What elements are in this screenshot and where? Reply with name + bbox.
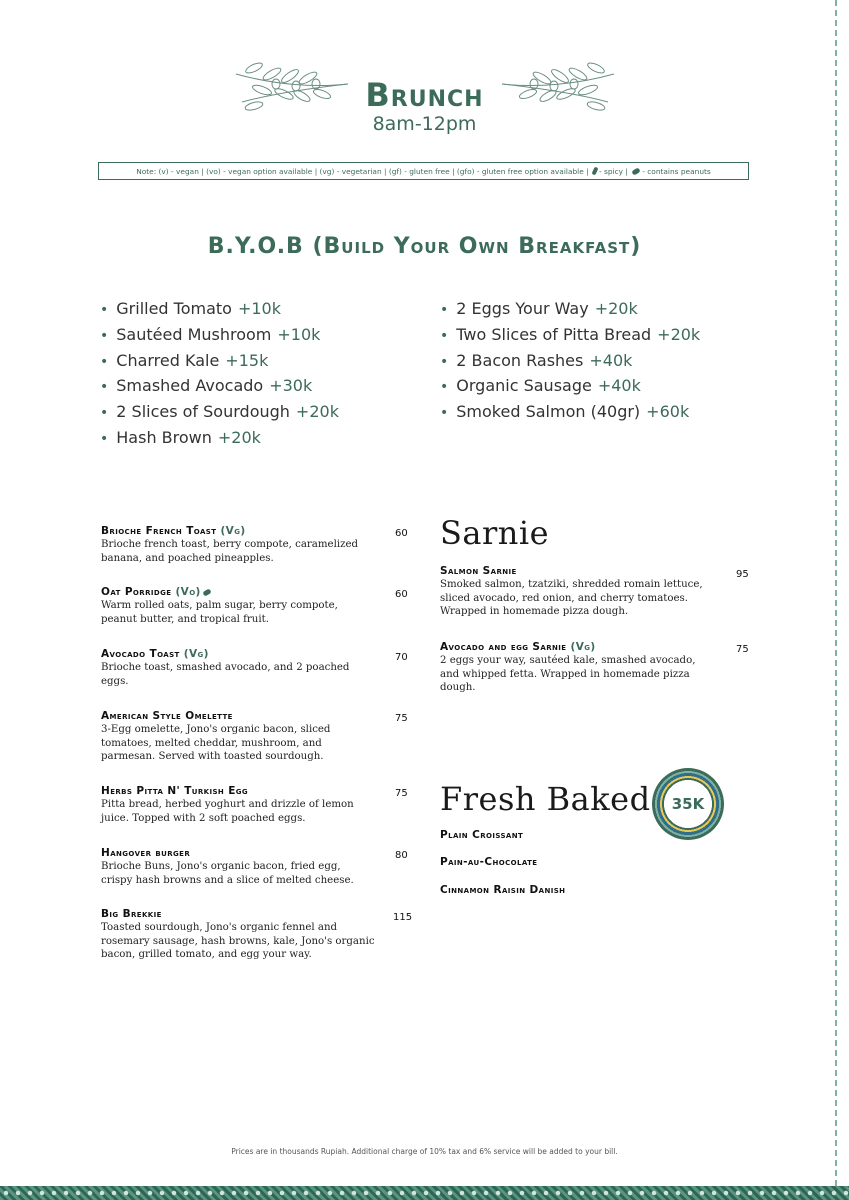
dashed-border <box>835 0 837 1200</box>
item-tag: (Vg) <box>183 648 209 660</box>
byob-item-price: +10k <box>237 299 281 318</box>
byob-item-price: +40k <box>597 376 641 396</box>
dietary-note <box>98 162 749 180</box>
bullet-icon: • <box>440 379 449 396</box>
item-desc-line: Toasted sourdough, Jono's organic fennel and <box>101 922 338 933</box>
byob-item-price: +20k <box>295 402 339 422</box>
item-desc-line: peanut butter, and tropical fruit. <box>101 613 269 625</box>
baked-item: Cinnamon Raisin Danish <box>440 884 566 896</box>
item-price: 75 <box>736 644 749 655</box>
item-desc-line: Brioche french toast, berry compote, caramelized <box>101 539 359 550</box>
item-price: 60 <box>395 528 408 539</box>
sarnie-title: Sarnie <box>440 514 550 552</box>
item-name: Big Brekkie <box>101 908 162 920</box>
bullet-icon: • <box>440 327 449 344</box>
menu-item <box>101 647 411 688</box>
item-tag: (Vg) <box>220 525 246 537</box>
byob-item-price: +40k <box>589 350 633 370</box>
item-price: 70 <box>395 652 408 663</box>
item-price: 75 <box>395 713 408 724</box>
bullet-icon: • <box>100 405 109 422</box>
byob-item-name: 2 Eggs Your Way <box>456 299 589 318</box>
item-price: 80 <box>395 850 408 861</box>
menu-item <box>101 585 411 626</box>
baked-item: Plain Croissant <box>440 829 524 841</box>
byob-item-name: Organic Sausage <box>456 376 592 396</box>
item-desc-line: parmesan. Served with toasted sourdough. <box>101 751 324 762</box>
list-item <box>440 373 700 399</box>
byob-item-name: Hash Brown <box>116 427 212 447</box>
byob-item-name: Sautéed Mushroom <box>116 324 272 344</box>
baked-item: Pain-au-Chocolate <box>440 856 538 868</box>
note-spicy-text: - spicy | <box>598 166 628 176</box>
item-name: Salmon Sarnie <box>440 565 517 577</box>
list-item <box>100 373 339 399</box>
menu-item <box>440 640 750 695</box>
byob-item-price: +20k <box>657 324 701 344</box>
item-desc-line: tomatoes, melted cheddar, mushroom, and <box>101 737 322 749</box>
list-item <box>100 322 339 348</box>
item-desc-line: and whipped fetta. Wrapped in homemade pizza <box>440 668 690 680</box>
byob-item-name: Two Slices of Pitta Bread <box>456 324 652 344</box>
item-desc-line: rosemary sausage, hash browns, kale, Jono's organic <box>101 935 375 947</box>
byob-title: B.Y.O.B (Build Your Own Breakfast) <box>207 234 642 259</box>
item-desc-line: 3-Egg omelette, Jono's organic bacon, sliced <box>101 724 331 735</box>
item-desc-line: Brioche Buns, Jono's organic bacon, fried egg, <box>101 861 341 872</box>
byob-item-name: Smashed Avocado <box>116 376 264 396</box>
menu-item <box>440 564 750 619</box>
note-text: Note: (v) - vegan | (vo) - vegan option available | (vg) - vegetarian | (gf) - gluten free | (gfo) - gluten free option available | <box>136 166 589 176</box>
item-desc-line: crispy hash browns and a slice of melted cheese. <box>101 874 354 886</box>
byob-item-price: +10k <box>277 324 321 344</box>
byob-item-price: +30k <box>269 376 313 396</box>
byob-list-left <box>100 296 339 451</box>
menu-item <box>101 709 411 764</box>
item-desc-line: Pitta bread, herbed yoghurt and drizzle of lemon <box>101 799 354 810</box>
item-desc-line: juice. Topped with 2 soft poached eggs. <box>101 812 306 824</box>
list-item <box>440 322 700 348</box>
page-title: Brunch <box>365 76 484 114</box>
item-desc-line: Warm rolled oats, palm sugar, berry compote, <box>101 600 338 611</box>
byob-item-name: Charred Kale <box>116 350 220 370</box>
peanut-icon <box>632 167 641 175</box>
menu-item <box>101 524 411 565</box>
item-desc-line: Wrapped in homemade pizza dough. <box>440 606 629 617</box>
byob-item-price: +20k <box>594 299 638 318</box>
decorative-pattern-border <box>0 1186 849 1200</box>
item-desc-line: Brioche toast, smashed avocado, and 2 poached <box>101 662 350 673</box>
list-item <box>440 296 700 322</box>
service-hours: 8am-12pm <box>372 113 477 136</box>
item-desc-line: banana, and poached pineapples. <box>101 552 274 564</box>
item-desc-line: bacon, grilled tomato, and egg your way. <box>101 949 312 960</box>
note-peanut-text: - contains peanuts <box>642 166 711 176</box>
item-desc-line: Smoked salmon, tzatziki, shredded romain lettuce, <box>440 579 703 590</box>
item-name: Herbs Pitta N' Turkish Egg <box>101 785 249 797</box>
list-item <box>100 425 339 451</box>
byob-item-name: 2 Bacon Rashes <box>456 350 584 370</box>
menu-header <box>0 60 849 136</box>
item-name: Oat Porridge <box>101 586 172 598</box>
item-price: 60 <box>395 589 408 600</box>
bullet-icon: • <box>100 430 109 447</box>
byob-item-name: Grilled Tomato <box>116 299 232 318</box>
peanut-icon <box>202 588 211 596</box>
item-name: Hangover burger <box>101 847 191 859</box>
list-item <box>100 348 339 374</box>
list-item <box>100 399 339 425</box>
bullet-icon: • <box>100 327 109 344</box>
bullet-icon: • <box>100 353 109 370</box>
byob-item-price: +20k <box>217 427 261 447</box>
chili-icon <box>591 167 598 176</box>
item-name: American Style Omelette <box>101 710 233 722</box>
bullet-icon: • <box>100 302 109 318</box>
item-name: Avocado and egg Sarnie <box>440 641 567 653</box>
item-name: Avocado Toast <box>101 648 180 660</box>
byob-list-right <box>440 296 700 425</box>
list-item <box>100 296 339 322</box>
bullet-icon: • <box>100 379 109 396</box>
list-item <box>440 348 700 374</box>
bullet-icon: • <box>440 353 449 370</box>
byob-item-name: 2 Slices of Sourdough <box>116 402 290 422</box>
byob-item-price: +60k <box>646 402 690 422</box>
footer-note: Prices are in thousands Rupiah. Additional charge of 10% tax and 6% service will be added to your bill. <box>231 1147 618 1156</box>
fresh-baked-title: Fresh Baked <box>440 780 651 818</box>
bullet-icon: • <box>440 405 449 422</box>
list-item <box>440 399 700 425</box>
menu-item <box>101 907 411 962</box>
item-desc-line: dough. <box>440 682 476 693</box>
bullet-icon: • <box>440 302 449 318</box>
menu-item <box>101 784 411 825</box>
item-desc-line: 2 eggs your way, sautéed kale, smashed avocado, <box>440 655 696 666</box>
price-badge <box>652 768 724 840</box>
menu-item <box>101 846 411 887</box>
byob-item-name: Smoked Salmon (40gr) <box>456 402 641 422</box>
item-price: 75 <box>395 788 408 799</box>
item-price: 95 <box>736 569 749 580</box>
item-price: 115 <box>393 912 413 923</box>
badge-price: 35K <box>671 795 705 813</box>
item-tag: (Vo) <box>175 586 201 598</box>
item-desc-line: eggs. <box>101 675 129 687</box>
byob-item-price: +15k <box>225 350 269 370</box>
item-name: Brioche French Toast <box>101 525 217 537</box>
item-tag: (Vg) <box>570 641 596 653</box>
item-desc-line: sliced avocado, red onion, and cherry tomatoes. <box>440 592 689 604</box>
